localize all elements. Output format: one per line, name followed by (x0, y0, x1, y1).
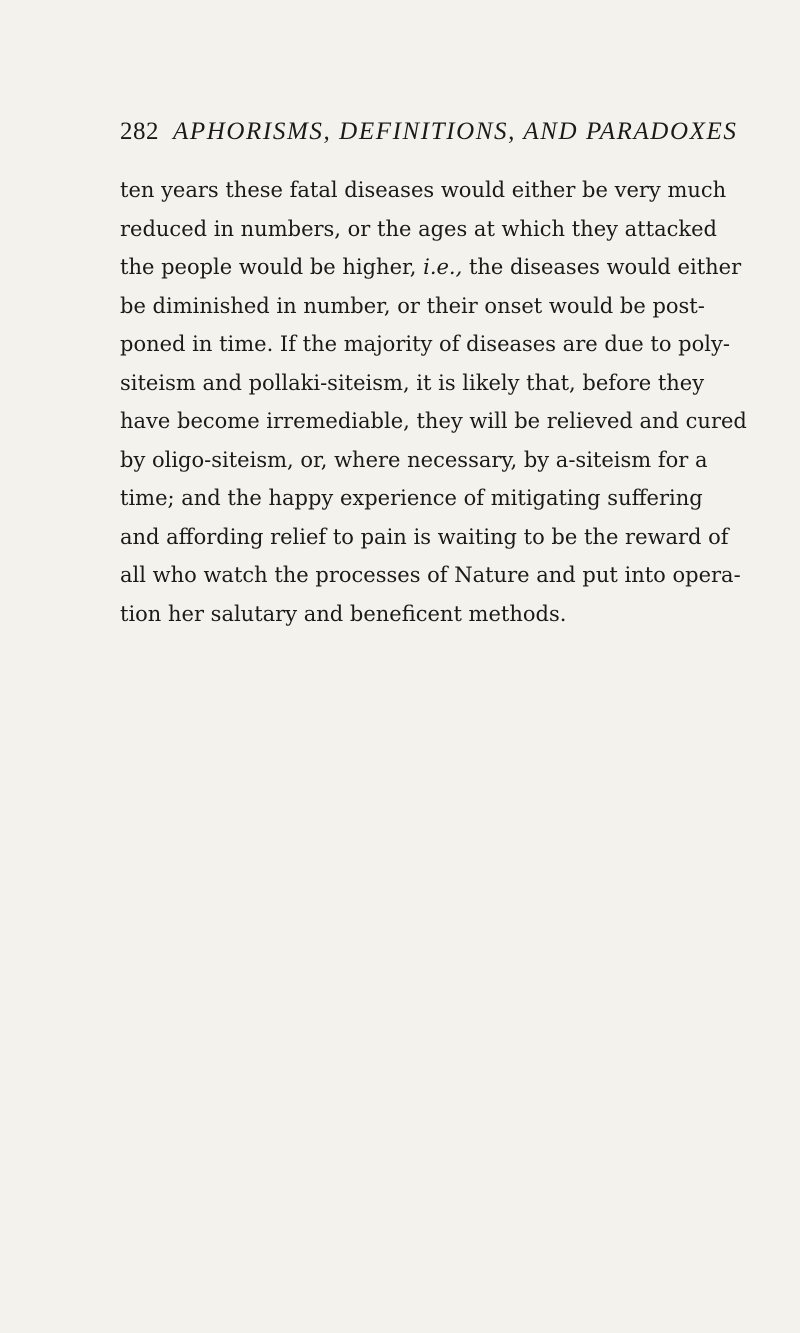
text-segment: the diseases would either (468, 255, 742, 279)
text-line: time; and the happy experience of mitigating suffering (120, 486, 703, 510)
text-line: be diminished in number, or their onset would be post- (120, 293, 705, 318)
running-head-title: APHORISMS, DEFINITIONS, AND PARADOXES (173, 118, 738, 145)
text-line: by oligo-siteism, or, where necessary, by a-siteism for a (120, 447, 708, 472)
text-line: and affording relief to pain is waiting to be the reward of (120, 524, 729, 549)
text-line: reduced in numbers, or the ages at which they attacked (120, 216, 717, 241)
text-line: tion her salutary and beneficent methods. (120, 601, 567, 626)
text-line: siteism and pollaki-siteism, it is likely that, before they (120, 370, 705, 395)
text-line (120, 248, 742, 287)
running-head (120, 118, 738, 146)
italic-abbreviation: i.e., (423, 255, 463, 279)
page-number: 282 (120, 118, 159, 145)
text-line: ten years these fatal diseases would either be very much (120, 178, 727, 202)
text-line: poned in time. If the majority of diseases are due to poly- (120, 332, 730, 356)
body-text (120, 171, 747, 633)
text-line: all who watch the processes of Nature and put into opera- (120, 563, 741, 587)
text-line: have become irremediable, they will be relieved and cured (120, 409, 747, 433)
text-segment: the people would be higher, (120, 255, 417, 279)
